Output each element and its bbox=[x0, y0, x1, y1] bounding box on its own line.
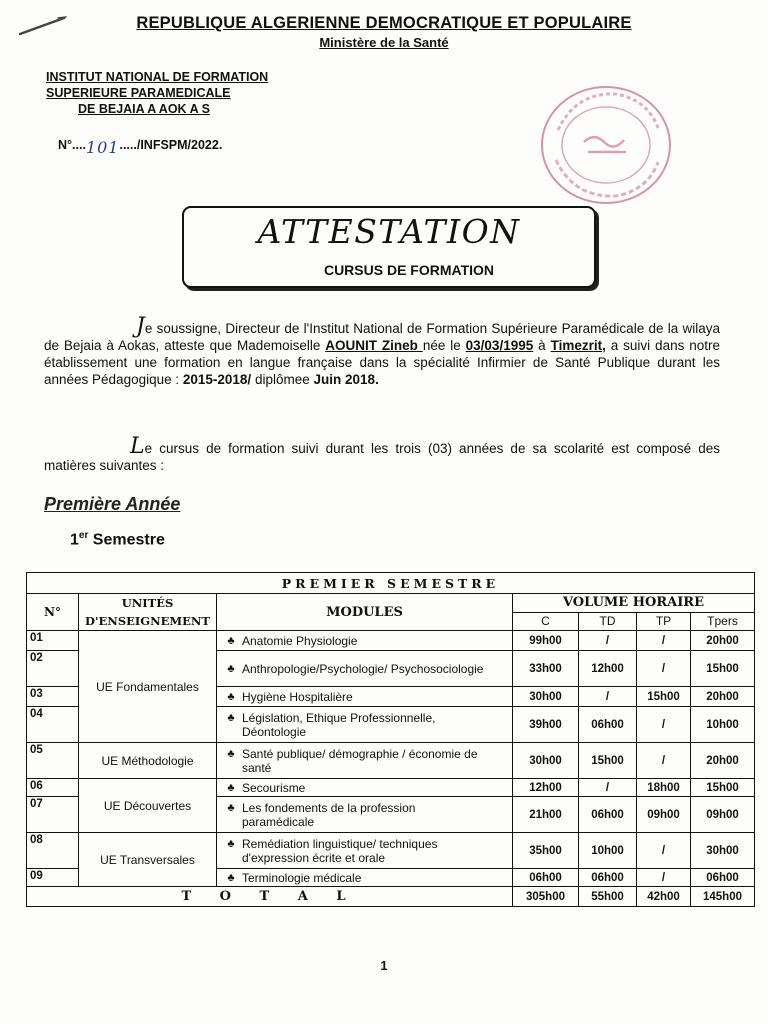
paragraph-initial: L bbox=[130, 434, 145, 459]
ue-decouvertes: UE Découvertes bbox=[79, 779, 217, 833]
ministry-heading: Ministère de la Santé bbox=[319, 35, 449, 50]
club-bullet-icon: ♣ bbox=[227, 837, 235, 850]
diploma-date: Juin 2018. bbox=[313, 372, 379, 387]
table-banner: PREMIER SEMESTRE bbox=[27, 573, 755, 594]
reference-prefix: N° bbox=[58, 138, 73, 152]
club-bullet-icon: ♣ bbox=[227, 634, 235, 647]
club-bullet-icon: ♣ bbox=[227, 690, 235, 703]
club-bullet-icon: ♣ bbox=[227, 662, 235, 675]
header-modules: MODULES bbox=[217, 594, 513, 631]
semester-title: 1er Semestre bbox=[70, 530, 165, 549]
header-c: C bbox=[513, 612, 579, 631]
header-tpers: Tpers bbox=[691, 612, 755, 631]
header-volume: VOLUME HORAIRE bbox=[513, 594, 755, 613]
republic-heading: REPUBLIQUE ALGERIENNE DEMOCRATIQUE ET POPULAIRE bbox=[136, 14, 632, 32]
attestation-title-box bbox=[182, 206, 596, 288]
institute-name-line1: INSTITUT NATIONAL DE FORMATION bbox=[46, 70, 269, 84]
club-bullet-icon: ♣ bbox=[227, 711, 235, 724]
header-units: UNITÉS D'ENSEIGNEMENT bbox=[79, 594, 217, 631]
header-tp: TP bbox=[637, 612, 691, 631]
table-row: 07 ♣ Les fondements de la profession paramédicale 21h00 06h00 09h00 09h00 bbox=[27, 797, 755, 833]
attestation-subtitle: CURSUS DE FORMATION bbox=[323, 262, 495, 278]
attestation-paragraph: Je soussigne, Directeur de l'Institut National de Formation Supérieure Paramédicale de la wilaya de Bejaia à Aokas, atteste que Mademoiselle AOUNIT Zineb née le 03/03/1995 à Timezrit, a suivi dans notre établissement une formation en langue française dans la spécialité Infirmier de Santé Publique durant les années Pédagogique : 2015-2018/ diplômee Juin 2018. bbox=[44, 314, 721, 387]
year-section-title: Première Année bbox=[44, 494, 181, 514]
total-tp: 42h00 bbox=[637, 887, 691, 907]
institute-name-line2: SUPERIEURE PARAMEDICALE bbox=[46, 86, 231, 100]
club-bullet-icon: ♣ bbox=[227, 747, 235, 760]
reference-suffix: INFSPM/2022. bbox=[140, 138, 223, 152]
curriculum-intro-paragraph: Le cursus de formation suivi durant les trois (03) années de sa scolarité est composé des matières suivantes : bbox=[44, 434, 720, 473]
modules-table bbox=[26, 572, 755, 907]
total-tpers: 145h00 bbox=[691, 887, 755, 907]
header-number: N° bbox=[27, 594, 79, 631]
total-label: T O T A L bbox=[27, 887, 513, 907]
attestation-title: ATTESTATION bbox=[257, 212, 521, 251]
table-row: 02 ♣ Anthropologie/Psychologie/ Psychosociologie 33h00 12h00 / 15h00 bbox=[27, 651, 755, 687]
ue-transversales: UE Transversales bbox=[79, 833, 217, 887]
birth-place: Timezrit, bbox=[550, 338, 606, 353]
institute-name-line3: DE BEJAIA A AOK A S bbox=[78, 102, 210, 116]
table-row: 09 ♣ Terminologie médicale 06h00 06h00 / 06h00 bbox=[27, 869, 755, 887]
table-row: 08 UE Transversales ♣ Remédiation linguistique/ techniques d'expression écrite et orale 35h00 10h00 / 30h00 bbox=[27, 833, 755, 869]
birth-date: 03/03/1995 bbox=[465, 338, 534, 353]
ue-fondamentales: UE Fondamentales bbox=[79, 631, 217, 743]
ue-methodologie: UE Méthodologie bbox=[79, 743, 217, 779]
total-c: 305h00 bbox=[513, 887, 579, 907]
club-bullet-icon: ♣ bbox=[227, 801, 235, 814]
total-td: 55h00 bbox=[579, 887, 637, 907]
total-row bbox=[27, 887, 755, 907]
table-row: 04 ♣ Législation, Ethique Professionnelle, Déontologie 39h00 06h00 / 10h00 bbox=[27, 707, 755, 743]
header-td: TD bbox=[579, 612, 637, 631]
page-number: 1 bbox=[380, 958, 388, 973]
table-row: 05 UE Méthodologie ♣ Santé publique/ démographie / économie de santé 30h00 15h00 / 20h00 bbox=[27, 743, 755, 779]
official-stamp bbox=[536, 80, 676, 210]
reference-handwritten-number: 101 bbox=[85, 138, 120, 157]
table-row: 03 ♣ Hygiène Hospitalière 30h00 / 15h00 20h00 bbox=[27, 687, 755, 707]
club-bullet-icon: ♣ bbox=[227, 871, 235, 884]
reference-number: N°....101...../INFSPM/2022. bbox=[58, 138, 223, 157]
club-bullet-icon: ♣ bbox=[227, 781, 235, 794]
academic-years: 2015-2018/ bbox=[182, 372, 252, 387]
student-name: AOUNIT Zineb bbox=[325, 338, 423, 353]
table-row: 06 UE Découvertes ♣ Secourisme 12h00 / 18h00 15h00 bbox=[27, 779, 755, 797]
paragraph-initial: J bbox=[136, 314, 145, 339]
table-row: 01 UE Fondamentales ♣ Anatomie Physiologie 99h00 / / 20h00 bbox=[27, 631, 755, 651]
